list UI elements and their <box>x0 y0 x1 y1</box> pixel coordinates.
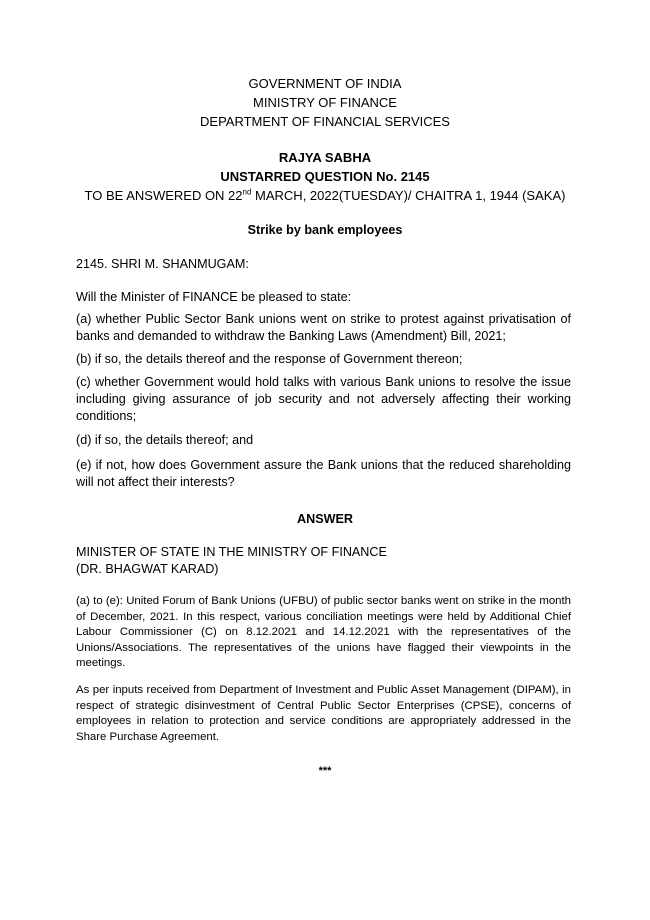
header-ministry: MINISTRY OF FINANCE <box>253 95 397 110</box>
end-mark: *** <box>318 765 332 777</box>
question-intro: Will the Minister of FINANCE be pleased to state: <box>76 290 352 304</box>
answer-paragraph-2: As per inputs received from Department of Investment and Public Asset Management (DIPAM), in respect of strategic disinvestment of Central Public Sector Enterprises (CPSE), concerns of employees in relation to protection and service conditions are appropriately addressed in the Share Purchase Agreement. <box>76 684 571 743</box>
answer-date-sup: nd <box>242 187 252 197</box>
minister-title: MINISTER OF STATE IN THE MINISTRY OF FINANCE <box>76 545 387 559</box>
header-department: DEPARTMENT OF FINANCIAL SERVICES <box>200 114 450 129</box>
question-number: UNSTARRED QUESTION No. 2145 <box>220 169 430 184</box>
answer-paragraph-1: (a) to (e): United Forum of Bank Unions (UFBU) of public sector banks went on strike in the month of December, 2021. In this respect, various conciliation meetings were held by Additional Chief Labour Commissioner (C) on 8.12.2021 and 14.12.2021 with the representatives of the Unions/Associations. The representatives of the unions have flagged their viewpoints in the meetings. <box>76 595 571 669</box>
answer-heading: ANSWER <box>297 512 353 526</box>
house-name: RAJYA SABHA <box>278 150 372 165</box>
answer-date <box>0 188 650 204</box>
question-part-a: (a) whether Public Sector Bank unions went on strike to protest against privatisation of banks and demanded to withdraw the Banking Laws (Amendment) Bill, 2021; <box>76 312 571 343</box>
question-title: Strike by bank employees <box>247 223 403 237</box>
question-part-e: (e) if not, how does Government assure the Bank unions that the reduced shareholding will not affect their interests? <box>76 458 571 489</box>
question-part-b: (b) if so, the details thereof and the response of Government thereon; <box>76 352 463 366</box>
answer-date-suffix: MARCH, 2022(TUESDAY)/ CHAITRA 1, 1944 (SAKA) <box>251 188 566 203</box>
question-part-d: (d) if so, the details thereof; and <box>76 433 254 447</box>
header-government: GOVERNMENT OF INDIA <box>248 76 402 91</box>
member-name: 2145. SHRI M. SHANMUGAM: <box>76 257 249 271</box>
question-part-c: (c) whether Government would hold talks with various Bank unions to resolve the issue including giving assurance of job security and not adversely affecting their working conditions; <box>76 375 571 423</box>
minister-name: (DR. BHAGWAT KARAD) <box>76 562 219 576</box>
answer-date-prefix: TO BE ANSWERED ON 22 <box>84 188 243 203</box>
